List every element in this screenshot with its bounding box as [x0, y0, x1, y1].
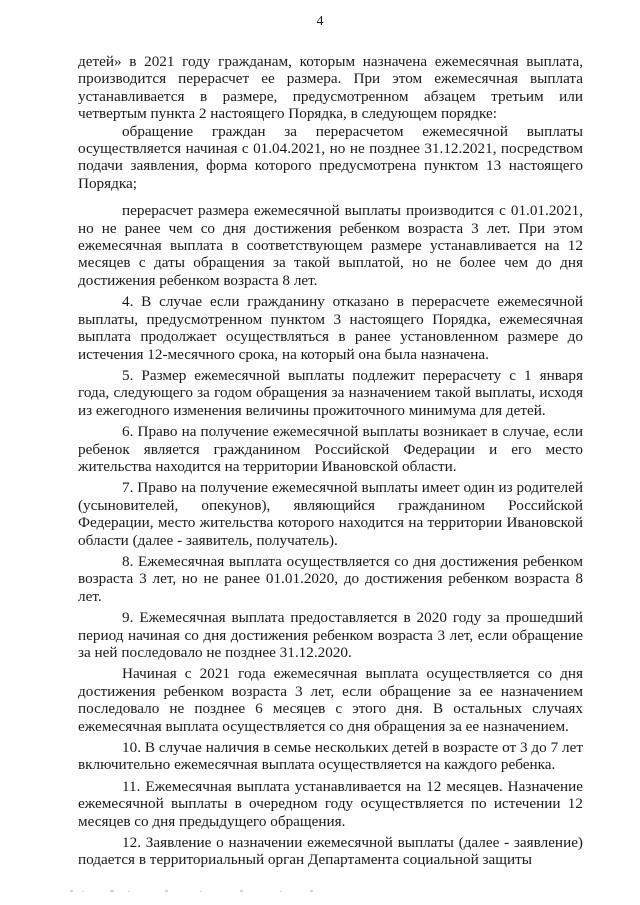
paragraph-item-10: 10. В случае наличия в семье нескольких детей в возрасте от 3 до 7 лет включительно ежемесячная выплата осуществляется на каждого ребенка. [78, 739, 583, 774]
paragraph-item-11: 11. Ежемесячная выплата устанавливается на 12 месяцев. Назначение ежемесячной выплаты в очередном году осуществляется по истечении 12 месяцев со дня предыдущего обращения. [78, 777, 583, 830]
paragraph-continuation: детей» в 2021 году гражданам, которым назначена ежемесячная выплата, производится перерасчет ее размера. При этом ежемесячная выплата устанавливается в размере, предусмотренном абзацем третьим или четвертым пункта 2 настоящего Порядка, в следующем порядке: [78, 53, 583, 123]
paragraph-item-9-continued: Начиная с 2021 года ежемесячная выплата осуществляется со дня достижения ребенком возраста 3 лет, если обращение за ее назначением последовало не позднее 6 месяцев с этого дня. В остальных случаях ежемесячная выплата осуществляется со дня обращения за ее назначением. [78, 665, 583, 735]
paragraph-item-12: 12. Заявление о назначении ежемесячной выплаты (далее - заявление) подается в территориальный орган Департамента социальной защиты [78, 834, 583, 869]
paragraph-recalculation: перерасчет размера ежемесячной выплаты производится с 01.01.2021, но не ранее чем со дня достижения ребенком возраста 3 лет. При этом ежемесячная выплата в соответствующем размере устанавливается на 12 месяцев с даты обращения за такой выплатой, но не более чем до дня достижения ребенком возраста 8 лет. [78, 202, 583, 289]
scan-artifact-marks [70, 888, 320, 894]
paragraph-item-9: 9. Ежемесячная выплата предоставляется в 2020 году за прошедший период начиная со дня достижения ребенком возраста 3 лет, если обращение за ней последовало не позднее 31.12.2020. [78, 609, 583, 661]
paragraph-item-6: 6. Право на получение ежемесячной выплаты возникает в случае, если ребенок является гражданином Российской Федерации и его место жительства находится на территории Ивановской области. [78, 423, 583, 475]
paragraph-appeal-order: обращение граждан за перерасчетом ежемесячной выплаты осуществляется начиная с 01.04.2021, но не позднее 31.12.2021, посредством подачи заявления, форма которого предусмотрена пунктом 13 настоящего Порядка; [78, 122, 583, 192]
paragraph-item-7: 7. Право на получение ежемесячной выплаты имеет один из родителей (усыновителей, опекунов), являющийся гражданином Российской Федерации, место жительства которого находится на территории Ивановской области (далее - заявитель, получатель). [78, 479, 583, 549]
paragraph-item-8: 8. Ежемесячная выплата осуществляется со дня достижения ребенком возраста 3 лет, но не ранее 01.01.2020, до достижения ребенком возраста 8 лет. [78, 552, 583, 605]
document-body [78, 53, 583, 869]
page-number: 4 [316, 14, 324, 29]
paragraph-item-4: 4. В случае если гражданину отказано в перерасчете ежемесячной выплаты, предусмотренном пунктом 3 настоящего Порядка, ежемесячная выплата продолжает осуществляться в ранее установленном размере до истечения 12-месячного срока, на который она была назначена. [78, 293, 583, 363]
paragraph-item-5: 5. Размер ежемесячной выплаты подлежит перерасчету с 1 января года, следующего за годом обращения за назначением такой выплаты, исходя из ежегодного изменения величины прожиточного минимума для детей. [78, 366, 583, 419]
